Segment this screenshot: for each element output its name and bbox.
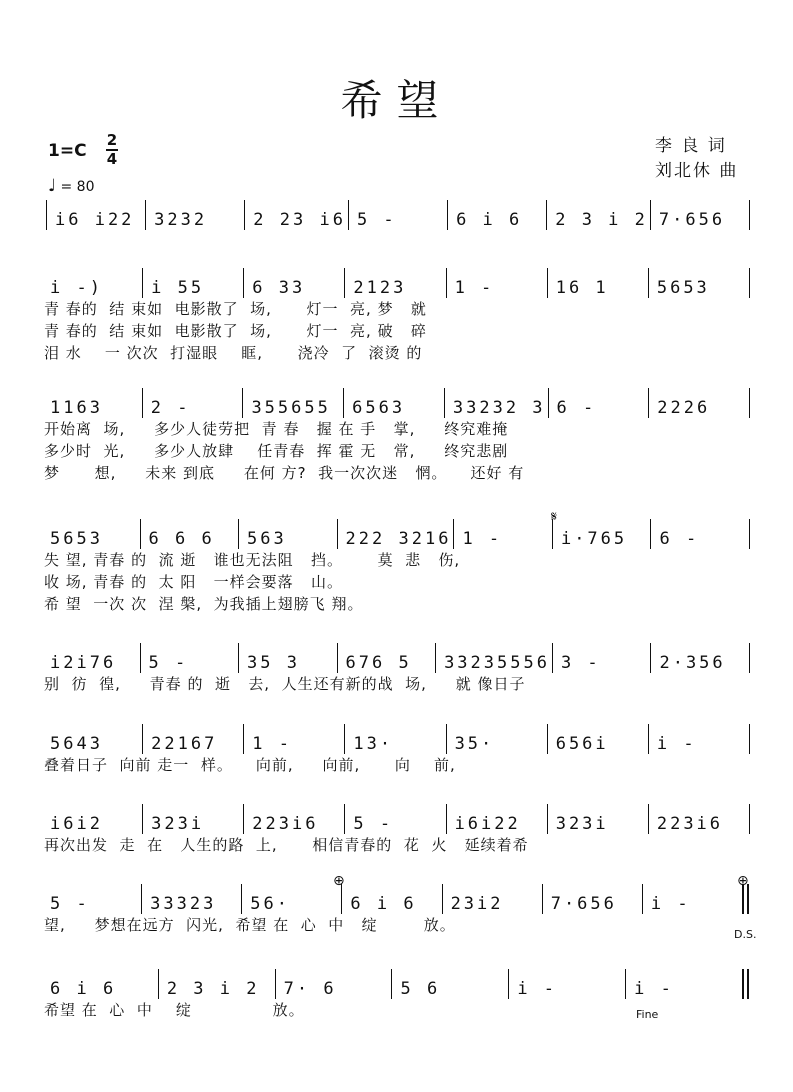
notes-line [44, 965, 752, 999]
barline [542, 884, 543, 914]
measure: 5 - [148, 653, 189, 673]
measure: i·765 [560, 529, 628, 549]
barline [442, 884, 443, 914]
barline [238, 519, 239, 549]
measure: 3 - [560, 653, 601, 673]
lyric-line: 望, 梦想在远方 闪光, 希望 在 心 中 绽 放。 [44, 916, 456, 934]
barline [508, 969, 509, 999]
lyric-line: 梦 想, 未来 到底 在何 方? 我一次次迷 惘。 还好 有 [44, 464, 525, 482]
barline [546, 200, 547, 230]
measure: 676 5 [345, 653, 412, 673]
measure: i6 i22 [55, 210, 135, 230]
lyric-line: 希 望 一次 次 涅 槃, 为我插上翅膀飞 翔。 [44, 595, 364, 613]
barline [344, 804, 345, 834]
measure: 6 33 [252, 278, 306, 298]
barline [444, 388, 445, 418]
measure: i - [650, 894, 691, 914]
barline [547, 724, 548, 754]
notes-line [44, 515, 752, 549]
tempo-marking [48, 176, 94, 196]
barline [648, 268, 649, 298]
key-signature: 1=C [48, 141, 87, 161]
barline [648, 804, 649, 834]
measure: 355655 [251, 398, 331, 418]
barline [140, 519, 141, 549]
barline [275, 969, 276, 999]
measure: 2 3 i 2 [555, 210, 648, 230]
lyric-line: 希望 在 心 中 绽 放。 [44, 1001, 305, 1019]
measure: 5 - [50, 894, 90, 914]
measure: 563 [247, 529, 287, 549]
time-sig-top: 2 [106, 131, 118, 149]
measure: i6i2 [50, 814, 103, 834]
lyric-line: 叠着日子 向前 走一 样。 向前, 向前, 向 前, [44, 756, 456, 774]
barline [749, 200, 750, 230]
measure: 1 - [454, 278, 495, 298]
barline [391, 969, 392, 999]
notes-line [44, 384, 752, 418]
barline [158, 969, 159, 999]
measure: 323i [555, 814, 609, 834]
measure: 5 - [356, 210, 397, 230]
barline [742, 969, 744, 999]
score-row [44, 264, 752, 364]
barline [446, 268, 447, 298]
measure: 5 6 [400, 979, 441, 999]
barline [447, 200, 448, 230]
measure: 6563 [352, 398, 406, 418]
measure: 6 6 6 [148, 529, 215, 549]
lyric-line: 收 场, 青春 的 太 阳 一样会要落 山。 [44, 573, 343, 591]
measure: 3232 [154, 210, 208, 230]
measure: 33235556 [444, 653, 550, 673]
lyric-line: 泪 水 一 次次 打湿眼 眶, 浇冷 了 滚烫 的 [44, 344, 423, 362]
measure: 33323 [150, 894, 217, 914]
quarter-note-icon: ♩ [48, 176, 57, 196]
lyric-line: 青 春的 结 束如 电影散了 场, 灯一 亮, 破 碎 [44, 322, 427, 340]
lyric-line: 再次出发 走 在 人生的路 上, 相信青春的 花 火 延续着希 [44, 836, 529, 854]
measure: 5 - [353, 814, 394, 834]
lyricist-credit: 李 良 词 [655, 136, 727, 156]
notes-line [44, 800, 752, 834]
measure: 33232 3 [452, 398, 546, 418]
barline [648, 724, 649, 754]
score-row [44, 720, 752, 776]
barline [243, 268, 244, 298]
measure: 2226 [657, 398, 711, 418]
lyric-line: 青 春的 结 束如 电影散了 场, 灯一 亮, 梦 就 [44, 300, 427, 318]
fine-marking: Fine [636, 1008, 659, 1021]
lyric-line: 开始离 场, 多少人徒劳把 青 春 握 在 手 掌, 终究难掩 [44, 420, 509, 438]
measure: 6 - [556, 398, 597, 418]
score-row [44, 800, 752, 856]
measure: i 55 [151, 278, 205, 298]
barline [650, 200, 651, 230]
barline [453, 519, 454, 549]
lyric-line: 多少时 光, 多少人放肆 任青春 挥 霍 无 常, 终究悲剧 [44, 442, 509, 460]
barline [548, 388, 549, 418]
barline [142, 804, 143, 834]
measure: 2·356 [659, 653, 726, 673]
measure: 7·656 [550, 894, 617, 914]
measure: 1 - [462, 529, 503, 549]
barline [547, 268, 548, 298]
measure: 323i [151, 814, 205, 834]
measure: 35 3 [247, 653, 300, 673]
barline [749, 268, 750, 298]
barline [446, 724, 447, 754]
measure: 5653 [656, 278, 710, 298]
notes-line [44, 720, 752, 754]
measure: 7· 6 [283, 979, 337, 999]
measure: 23i2 [450, 894, 504, 914]
barline [650, 643, 651, 673]
measure: 5643 [50, 734, 103, 754]
barline [140, 643, 141, 673]
coda-icon: ⊕ [333, 873, 345, 889]
barline [243, 724, 244, 754]
barline [337, 643, 338, 673]
score-row [44, 880, 752, 936]
barline [446, 804, 447, 834]
time-sig-bottom: 4 [106, 150, 118, 168]
measure: 223i6 [656, 814, 724, 834]
song-title: 希望 [340, 76, 453, 125]
barline [141, 884, 142, 914]
measure: 56· [250, 894, 290, 914]
measure: 6 i 6 [50, 979, 117, 999]
barline [642, 884, 643, 914]
measure: 1 - [252, 734, 292, 754]
barline [749, 519, 750, 549]
notes-line [44, 264, 752, 298]
barline [142, 268, 143, 298]
measure: i2i76 [50, 653, 117, 673]
measure: 22167 [151, 734, 218, 754]
barline [650, 519, 651, 549]
barline [749, 388, 750, 418]
barline [344, 724, 345, 754]
barline [648, 388, 649, 418]
measure: 6 i 6 [456, 210, 523, 230]
barline [238, 643, 239, 673]
score-row [44, 515, 752, 615]
score-row [44, 196, 752, 230]
measure: 223i6 [252, 814, 319, 834]
measure: 1163 [50, 398, 103, 418]
barline [145, 200, 146, 230]
measure: 6 - [659, 529, 700, 549]
barline [337, 519, 338, 549]
measure: 5653 [50, 529, 103, 549]
barline [142, 724, 143, 754]
ds-marking: D.S. [734, 928, 757, 941]
barline [244, 200, 245, 230]
composer-credit: 刘北休 曲 [655, 161, 739, 181]
barline [142, 388, 143, 418]
tempo-value: = 80 [60, 179, 95, 195]
score-row [44, 639, 752, 695]
barline [343, 388, 344, 418]
barline [552, 643, 553, 673]
score-row [44, 384, 752, 484]
measure: 2 - [150, 398, 191, 418]
segno-icon: 𝄋 [551, 509, 558, 525]
measure: 222 3216 [345, 529, 452, 549]
barline [547, 804, 548, 834]
barline [243, 804, 244, 834]
measure: i - [634, 979, 674, 999]
lyric-line: 别 彷 徨, 青春 的 逝 去, 人生还有新的战 场, 就 像日子 [44, 675, 526, 693]
measure: i -) [50, 278, 103, 298]
measure: i - [517, 979, 558, 999]
lyric-line: 失 望, 青春 的 流 逝 谁也无法阻 挡。 莫 悲 伤, [44, 551, 461, 569]
barline [348, 200, 349, 230]
barline [344, 268, 345, 298]
barline [625, 969, 626, 999]
measure: 7·656 [658, 210, 726, 230]
barline [46, 200, 47, 230]
barline [241, 884, 242, 914]
time-signature [106, 132, 118, 168]
measure: 16 1 [555, 278, 609, 298]
measure: 35· [454, 734, 495, 754]
notes-line [44, 639, 752, 673]
coda-icon: ⊕ [737, 873, 749, 889]
measure: 6 i 6 [350, 894, 417, 914]
barline [749, 724, 750, 754]
measure: 656i [555, 734, 609, 754]
measure: 2 23 i6 [253, 210, 346, 230]
measure: i - [656, 734, 697, 754]
measure: 2 3 i 2 [166, 979, 260, 999]
measure: 2123 [353, 278, 407, 298]
barline [242, 388, 243, 418]
measure: 13· [353, 734, 394, 754]
barline [749, 804, 750, 834]
measure: i6i22 [454, 814, 521, 834]
barline [435, 643, 436, 673]
barline [749, 643, 750, 673]
notes-line [44, 196, 752, 230]
notes-line [44, 880, 752, 914]
